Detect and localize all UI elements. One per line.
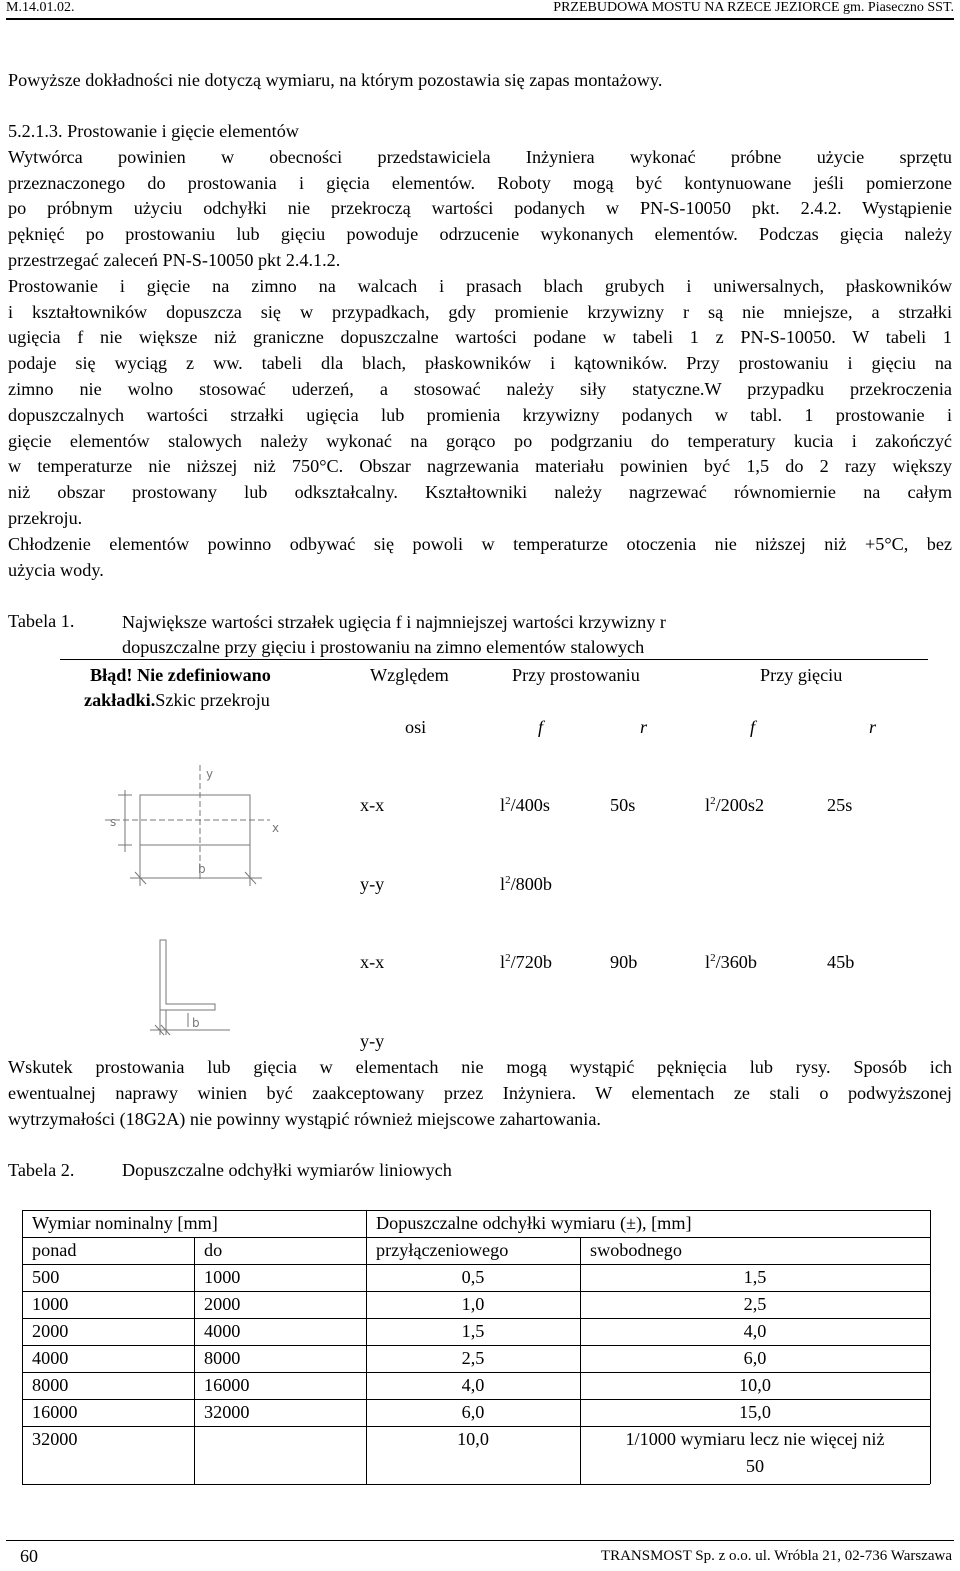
table-cell: 32000	[32, 1429, 78, 1449]
row1-pf: $l^2/400s$	[500, 795, 550, 815]
table-cell: 4000	[204, 1321, 241, 1341]
row3-gf: $l^2/360b$	[705, 952, 757, 972]
col-prostowanie: Przy prostowaniu	[512, 665, 640, 685]
table-cell: 15,0	[739, 1402, 771, 1422]
company-info: TRANSMOST Sp. z o.o. ul. Wróbla 21, 02-736 Warszawa	[600, 1548, 952, 1564]
doc-code: M.14.01.02.	[6, 0, 75, 15]
table1-top-rule	[60, 659, 928, 660]
table-cell: 2000	[32, 1321, 69, 1341]
table-cell: 16000	[204, 1375, 250, 1395]
row1-axis: x-x	[360, 795, 385, 815]
table-cell: 16000	[32, 1402, 78, 1422]
table-cell: 500	[32, 1267, 60, 1287]
page-header	[0, 0, 960, 22]
sketch1-b-label: b	[198, 862, 206, 876]
col-osi: osi	[405, 717, 427, 737]
sketch1-y-label: y	[206, 767, 214, 781]
row1-gr: 25s	[827, 795, 853, 815]
table-cell: 1/1000 wymiaru lecz nie więcej niż	[625, 1429, 885, 1449]
table1-caption-2: dopuszczalne przy gięciu i prostowaniu na zimno elementów stalowych	[122, 637, 645, 657]
table-cell: 2,5	[743, 1294, 767, 1314]
sketch1-s-label: s	[110, 815, 117, 829]
t2-h-przyl: przyłączeniowego	[376, 1240, 509, 1260]
table-cell: 50	[745, 1456, 765, 1476]
after-table1-paragraph: Wskutek prostowania lub gięcia w elementach nie mogą wystąpić pęknięcia lub rysy. Sposób ich ewentualnej naprawy winien być zaakceptowany przez Inżyniera. W elementach ze stali o podwyższonej wytrzymałości (18G2A) nie powinny wystąpić również miejscowe zahartowania.	[8, 1057, 952, 1129]
table-cell: 8000	[204, 1348, 241, 1368]
table-cell: 1,5	[461, 1321, 485, 1341]
table-cell: 6,0	[461, 1402, 485, 1422]
table-cell: 4,0	[461, 1375, 485, 1395]
t2-h-swob: swobodnego	[590, 1240, 682, 1260]
sub-r: r	[869, 717, 877, 737]
table-cell: 4,0	[743, 1321, 767, 1341]
col-giecie: Przy gięciu	[760, 665, 843, 685]
doc-title: PRZEBUDOWA MOSTU NA RZECE JEZIORCE gm. Piaseczno SST.	[553, 0, 954, 15]
sub-f: f	[750, 717, 756, 737]
sketch1-x-label: x	[272, 821, 280, 835]
t2-h-ponad: ponad	[32, 1240, 77, 1260]
table-cell: 10,0	[739, 1375, 771, 1395]
table-cell: 10,0	[457, 1429, 489, 1449]
row3-gr: 45b	[827, 952, 855, 972]
sketch2-b-label: b	[192, 1016, 200, 1030]
table1-error-2: zakładki.Szkic przekroju	[84, 690, 270, 710]
table-cell: 4000	[32, 1348, 69, 1368]
table1-label: Tabela 1.	[8, 611, 75, 631]
row1-gf: $l^2/200s2$	[705, 795, 765, 815]
footer-rule	[6, 1540, 954, 1541]
table-cell: 6,0	[743, 1348, 767, 1368]
table2-caption: Dopuszczalne odchyłki wymiarów liniowych	[122, 1160, 452, 1180]
table2-label: Tabela 2.	[8, 1160, 75, 1180]
row3-pr: 90b	[610, 952, 638, 972]
t2-h-tol: Dopuszczalne odchyłki wymiaru (±), [mm]	[376, 1213, 692, 1233]
table-cell: 32000	[204, 1402, 250, 1422]
table-cell: 1,5	[743, 1267, 767, 1287]
table-cell: 8000	[32, 1375, 69, 1395]
row2-axis: y-y	[360, 874, 385, 894]
sub-r: r	[640, 717, 648, 737]
section-heading: 5.2.1.3. Prostowanie i gięcie elementów	[8, 121, 299, 141]
table-cell: 1000	[204, 1267, 241, 1287]
t2-h-do: do	[204, 1240, 223, 1260]
angle-section-sketch	[140, 935, 250, 1045]
table-cell: 1000	[32, 1294, 69, 1314]
row3-axis: x-x	[360, 952, 385, 972]
plate-section-sketch	[100, 760, 290, 900]
table1-error-1: Błąd! Nie zdefiniowano	[90, 665, 271, 685]
row3-pf: $l^2/720b$	[500, 952, 552, 972]
sub-f: f	[538, 717, 544, 737]
row1-pr: 50s	[610, 795, 636, 815]
col-wzgledem: Względem	[370, 665, 449, 685]
section-text: 5.2.1.3. Prostowanie i gięcie elementów Wytwórca powinien w obecności przedstawiciela Inżyniera wykonać próbne użycie sprzętu przeznaczonego do prostowania i gięcia elementów. Roboty mogą być kontynuowane jeśli pomierzone po próbnym użyciu odchyłki nie przekroczą wartości podanych w PN-S-10050 pkt. 2.4.2. Wystąpienie pęknięć po prostowaniu lub gięciu powoduje odrzucenie wykonanych elementów. Podczas gięcia należy przestrzegać zaleceń PN-S-10050 pkt 2.4.1.2. Prostowanie i gięcie na zimno na walcach i prasach blach grubych i uniwersalnych, płaskowników i kształtowników dopuszcza się w przypadkach, gdy promienie krzywizny r są nie mniejsze, a strzałki ugięcia f nie większe niż graniczne dopuszczalne wartości podane w tabeli 1 z PN-S-10050. W tabeli 1 podaje się wyciąg z ww. tabeli dla blach, płaskowników i kątowników. Przy prostowaniu i gięciu na zimno nie wolno stosować uderzeń, a stosować należy siły statyczne.W przypadku przekroczenia dopuszczalnych wartości strzałki ugięcia lub promienia krzywizny podanych w tabl. 1 prostowanie i gięcie elementów stalowych należy wykonać na gorąco po podgrzaniu do temperatury kucia i zakończyć w temperaturze nie niższej niż 750°C. Obszar nagrzewania materiału powinien być 1,5 do 2 razy większy niż obszar prostowany lub odkształcalny. Kształtowniki należy nagrzewać równomiernie na całym przekroju. Chłodzenie elementów powinno odbywać się powoli w temperaturze otoczenia nie niższej niż +5°C, bez użycia wody.	[8, 121, 952, 580]
table-cell: 0,5	[461, 1267, 485, 1287]
table1-caption-1: Największe wartości strzałek ugięcia f i najmniejszej wartości krzywizny r	[122, 612, 666, 632]
table-cell: 2,5	[461, 1348, 485, 1368]
row4-axis: y-y	[360, 1031, 385, 1051]
row2-pf: $l^2/800b$	[500, 874, 552, 894]
note-paragraph: Powyższe dokładności nie dotyczą wymiaru, na którym pozostawia się zapas montażowy.	[8, 70, 663, 90]
header-rule	[6, 18, 954, 20]
page-number: 60	[20, 1546, 38, 1566]
table-cell: 2000	[204, 1294, 241, 1314]
t2-h-nominal: Wymiar nominalny [mm]	[32, 1213, 218, 1233]
table-cell: 1,0	[461, 1294, 485, 1314]
